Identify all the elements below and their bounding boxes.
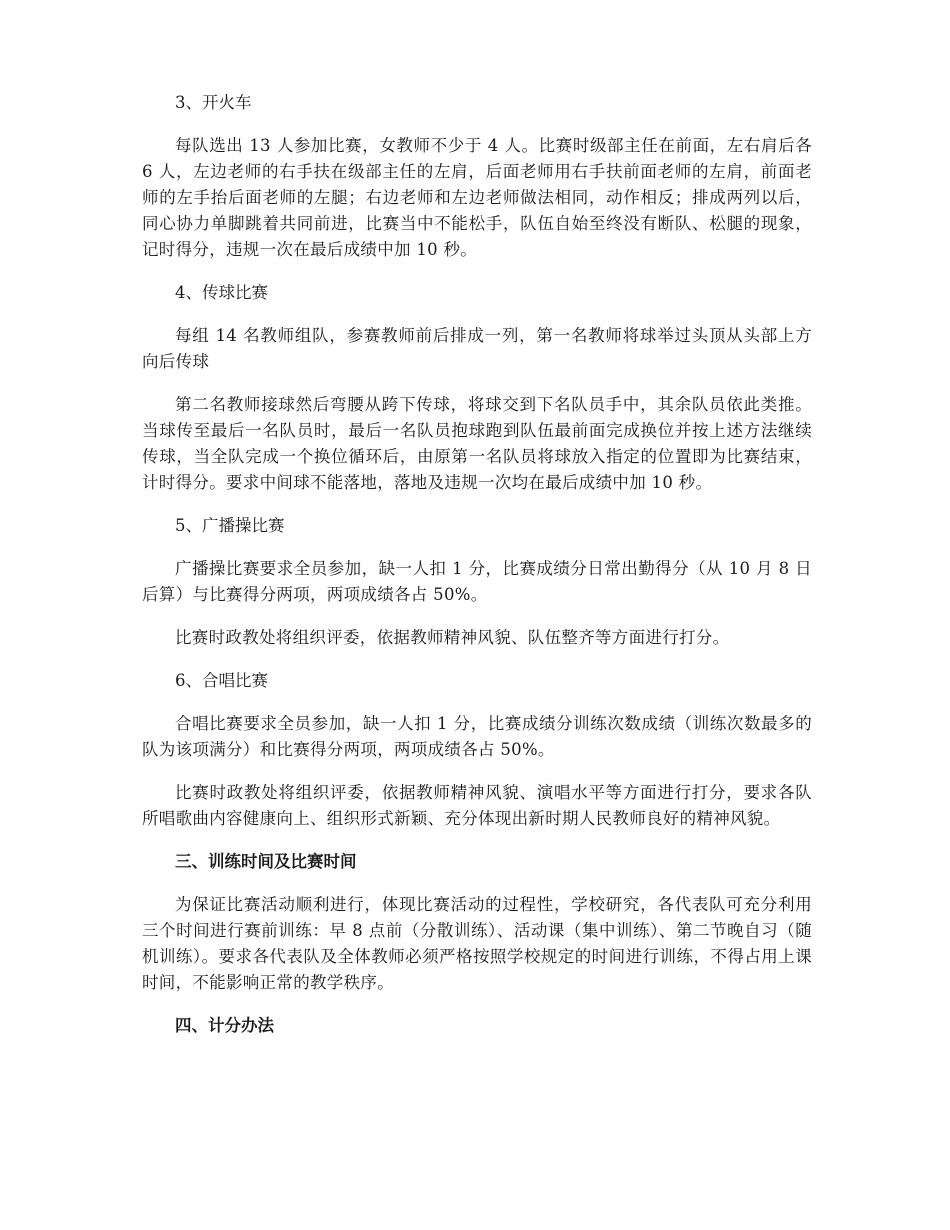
subsection-title-chorus: 6、合唱比赛 [175, 671, 268, 690]
paragraph-broadcast-judging: 比赛时政教处将组织评委，依据教师精神风貌、队伍整齐等方面进行打分。 [175, 628, 730, 647]
paragraph-chorus-scoring: 合唱比赛要求全员参加，缺一人扣 1 分，比赛成绩分训练次数成绩（训练次数最多的队为该项满分）和比赛得分两项，两项成绩各占 50%。 [142, 714, 812, 759]
paragraph-training-time: 为保证比赛活动顺利进行，体现比赛活动的过程性，学校研究，各代表队可充分利用三个时间进行赛前训练：早 8 点前（分散训练）、活动课（集中训练）、第二节晚自习（随机训练）。要求各代表队及全体教师必须严格按照学校规定的时间进行训练，不得占用上课时间，不能影响正常的教学秩序。 [142, 895, 812, 992]
subsection-title-broadcast-exercise: 5、广播操比赛 [175, 516, 285, 535]
document-page [142, 90, 812, 1056]
section-heading-scoring-method: 四、计分办法 [175, 1016, 274, 1035]
subsection-title-train: 3、开火车 [175, 93, 252, 112]
subsection-title-ball-pass: 4、传球比赛 [175, 283, 268, 302]
paragraph-ball-pass-intro: 每组 14 名教师组队，参赛教师前后排成一列，第一名教师将球举过头顶从头部上方向后传球 [142, 326, 812, 371]
paragraph-broadcast-scoring: 广播操比赛要求全员参加，缺一人扣 1 分，比赛成绩分日常出勤得分（从 10 月 8 日后算）与比赛得分两项，两项成绩各占 50%。 [142, 559, 812, 604]
section-heading-training-time: 三、训练时间及比赛时间 [175, 852, 357, 871]
paragraph-chorus-judging: 比赛时政教处将组织评委，依据教师精神风貌、演唱水平等方面进行打分，要求各队所唱歌曲内容健康向上、组织形式新颖、充分体现出新时期人民教师良好的精神风貌。 [142, 783, 812, 828]
paragraph-train-rules: 每队选出 13 人参加比赛，女教师不少于 4 人。比赛时级部主任在前面，左右肩后各 6 人，左边老师的右手扶在级部主任的左肩，后面老师用右手扶前面老师的左肩，前面老师的左手抬后面老师的左腿；右边老师和左边老师做法相同，动作相反；排成两列以后，同心协力单脚跳着共同前进，比赛当中不能松手，队伍自始至终没有断队、松腿的现象，记时得分，违规一次在最后成绩中加 10 秒。 [142, 136, 812, 259]
paragraph-ball-pass-rules: 第二名教师接球然后弯腰从跨下传球，将球交到下名队员手中，其余队员依此类推。当球传至最后一名队员时，最后一名队员抱球跑到队伍最前面完成换位并按上述方法继续传球，当全队完成一个换位循环后，由原第一名队员将球放入指定的位置即为比赛结束，计时得分。要求中间球不能落地，落地及违规一次均在最后成绩中加 10 秒。 [142, 395, 812, 492]
